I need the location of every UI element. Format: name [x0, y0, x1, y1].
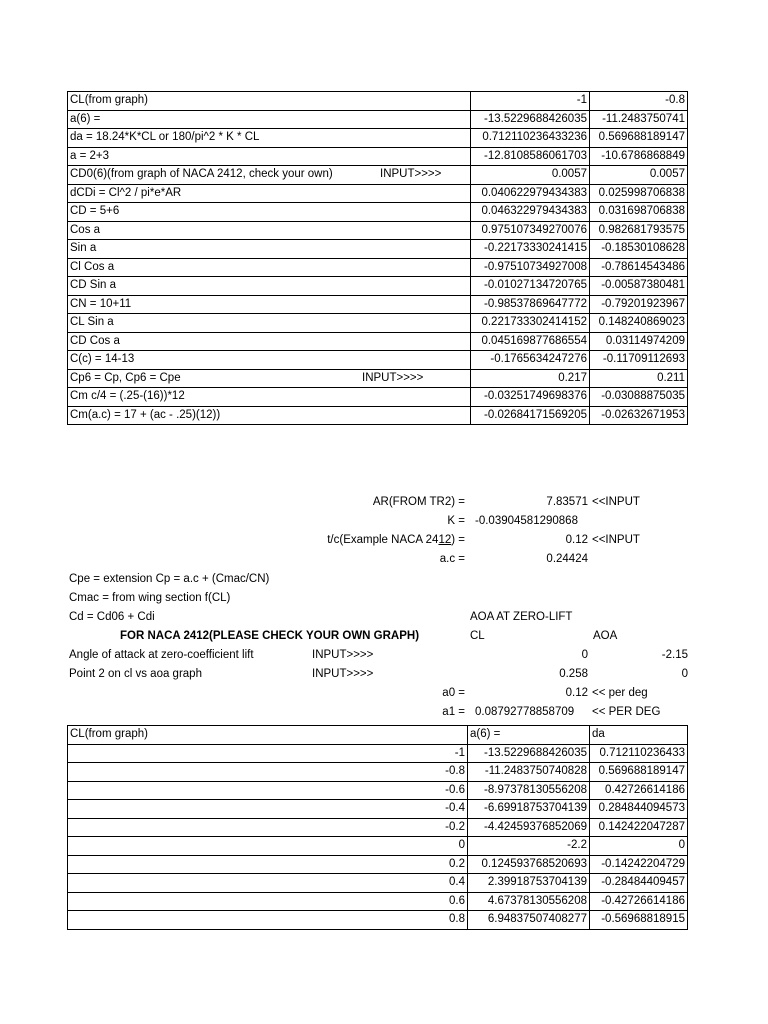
- table-row: [68, 781, 688, 800]
- table-row: [68, 892, 688, 911]
- aoa-zero-lift-heading: AOA AT ZERO-LIFT: [470, 611, 573, 623]
- table-row: [68, 874, 688, 893]
- row-label: Cl Cos a: [70, 260, 115, 273]
- value-cell[interactable]: -0.28484409457: [590, 874, 688, 893]
- value-cell[interactable]: 0.124593768520693: [468, 855, 590, 874]
- row-label-cell[interactable]: [68, 332, 471, 351]
- row-label: a = 2+3: [70, 149, 110, 162]
- a0-note: << per deg: [592, 687, 648, 699]
- value-cell[interactable]: -0.02632671953: [590, 406, 688, 425]
- cd-note: Cd = Cd06 + Cdi: [69, 611, 155, 623]
- value-cell[interactable]: 0.569688189147: [590, 763, 688, 782]
- input-marker: INPUT>>>>: [362, 371, 424, 384]
- row-label-cell[interactable]: [68, 203, 471, 222]
- value-cell[interactable]: -0.6: [68, 781, 468, 800]
- value-cell[interactable]: -11.2483750740828: [468, 763, 590, 782]
- value-cell[interactable]: -0.8: [590, 92, 688, 111]
- row-label-cell[interactable]: [68, 166, 471, 185]
- input-marker: INPUT>>>>: [380, 168, 442, 180]
- row-label: CD Sin a: [70, 279, 117, 292]
- row-label-cell[interactable]: [68, 314, 471, 333]
- a0-label: a0 =: [442, 687, 465, 699]
- value-cell[interactable]: 0: [68, 837, 468, 856]
- row-label: CL(from graph): [70, 94, 148, 107]
- row-label-cell[interactable]: [68, 240, 471, 259]
- table-row: [68, 911, 688, 930]
- value-cell[interactable]: -0.4: [68, 800, 468, 819]
- table-row: [68, 388, 688, 407]
- row-label: CD Cos a: [70, 334, 120, 347]
- column-header[interactable]: da: [590, 726, 688, 745]
- table-row: [68, 184, 688, 203]
- cl-sweep-table: [67, 725, 688, 930]
- value-cell[interactable]: 0.142422047287: [590, 818, 688, 837]
- row-label: CN = 10+11: [70, 297, 132, 310]
- value-cell[interactable]: 0.211: [590, 369, 688, 388]
- row-label-cell[interactable]: [68, 129, 471, 148]
- row-label-cell[interactable]: [68, 388, 471, 407]
- value-cell[interactable]: 0.040622979434383: [471, 184, 590, 203]
- value-cell[interactable]: -0.8: [68, 763, 468, 782]
- value-cell[interactable]: -10.6786868849: [590, 147, 688, 166]
- row-label-cell[interactable]: [68, 351, 471, 370]
- a1-label: a1 =: [442, 706, 465, 718]
- angle-aoa-value[interactable]: -2.15: [661, 649, 688, 661]
- row-label-cell[interactable]: [68, 92, 471, 111]
- value-cell[interactable]: 2.39918753704139: [468, 874, 590, 893]
- row-label-cell[interactable]: [68, 369, 471, 388]
- value-cell[interactable]: -0.03251749698376: [471, 388, 590, 407]
- table-row: [68, 240, 688, 259]
- tc-label-pre: t/c(Example NACA 24: [327, 534, 439, 546]
- point2-cl-value[interactable]: 0.258: [559, 668, 588, 680]
- value-cell[interactable]: 0.712110236433236: [471, 129, 590, 148]
- row-label-cell[interactable]: [68, 184, 471, 203]
- row-label: Cm(a.c) = 17 + (ac - .25)(12)): [70, 408, 221, 421]
- row-label: C(c) = 14-13: [70, 353, 135, 366]
- naca-heading: FOR NACA 2412(PLEASE CHECK YOUR OWN GRAPH): [120, 630, 420, 642]
- table-row: [68, 818, 688, 837]
- value-cell[interactable]: 0.217: [471, 369, 590, 388]
- value-cell[interactable]: 0.2: [68, 855, 468, 874]
- value-cell[interactable]: 0.03114974209: [590, 332, 688, 351]
- value-cell[interactable]: -0.02684171569205: [471, 406, 590, 425]
- row-label: dCDi = Cl^2 / pi*e*AR: [70, 186, 182, 199]
- point2-input-marker: INPUT>>>>: [312, 668, 374, 680]
- row-label: CD = 5+6: [70, 205, 120, 218]
- row-label: Cm c/4 = (.25-(16))*12: [70, 390, 185, 403]
- value-cell[interactable]: 4.67378130556208: [468, 892, 590, 911]
- table-row: [68, 110, 688, 129]
- a1-value: 0.08792778858709: [475, 706, 575, 718]
- row-label: da = 18.24*K*CL or 180/pi^2 * K * CL: [70, 131, 260, 144]
- value-cell[interactable]: 0.284844094573: [590, 800, 688, 819]
- value-cell[interactable]: 0.0057: [471, 166, 590, 185]
- value-cell[interactable]: 0.046322979434383: [471, 203, 590, 222]
- value-cell[interactable]: -0.00587380481: [590, 277, 688, 296]
- value-cell[interactable]: -0.56968818915: [590, 911, 688, 930]
- value-cell[interactable]: 0.221733302414152: [471, 314, 590, 333]
- value-cell[interactable]: -2.2: [468, 837, 590, 856]
- angle-cl-value[interactable]: 0: [581, 649, 588, 661]
- value-cell[interactable]: -0.42726614186: [590, 892, 688, 911]
- cmac-note: Cmac = from wing section f(CL): [69, 592, 231, 604]
- main-calc-table: [67, 91, 688, 425]
- value-cell[interactable]: -0.2: [68, 818, 468, 837]
- table-row: [68, 221, 688, 240]
- value-cell[interactable]: 0.045169877686554: [471, 332, 590, 351]
- k-value: -0.03904581290868: [475, 515, 578, 527]
- table-row: [68, 763, 688, 782]
- value-cell[interactable]: -13.5229688426035: [468, 744, 590, 763]
- ar-input-note: <<INPUT: [592, 496, 640, 508]
- row-label-cell[interactable]: [68, 221, 471, 240]
- row-label: a(6) =: [70, 112, 101, 125]
- table-row: [68, 837, 688, 856]
- value-cell[interactable]: -1: [68, 744, 468, 763]
- table-row: [68, 295, 688, 314]
- table-row: [68, 406, 688, 425]
- table-row: [68, 744, 688, 763]
- table-row: [68, 129, 688, 148]
- value-cell[interactable]: -0.01027134720765: [471, 277, 590, 296]
- k-label: K =: [447, 515, 465, 527]
- header-row: [68, 726, 688, 745]
- row-label: Cos a: [70, 223, 101, 236]
- value-cell[interactable]: -8.97378130556208: [468, 781, 590, 800]
- table-row: [68, 92, 688, 111]
- value-cell[interactable]: -0.78614543486: [590, 258, 688, 277]
- table-row: [68, 314, 688, 333]
- value-cell[interactable]: -11.2483750741: [590, 110, 688, 129]
- value-cell[interactable]: -0.79201923967: [590, 295, 688, 314]
- value-cell[interactable]: -12.8108586061703: [471, 147, 590, 166]
- row-label-cell[interactable]: [68, 258, 471, 277]
- row-label: CD0(6)(from graph of NACA 2412, check your own): [70, 168, 333, 181]
- value-cell[interactable]: 0.975107349270076: [471, 221, 590, 240]
- tc-label-post: ) =: [451, 534, 465, 546]
- value-cell[interactable]: -0.1765634247276: [471, 351, 590, 370]
- tc-label-underlined: 12: [438, 534, 452, 546]
- angle-input-marker: INPUT>>>>: [312, 649, 374, 661]
- row-label-cell[interactable]: [68, 147, 471, 166]
- value-cell[interactable]: 0.569688189147: [590, 129, 688, 148]
- table-row: [68, 855, 688, 874]
- ar-label: AR(FROM TR2) =: [372, 496, 465, 508]
- tc-input-note: <<INPUT: [592, 534, 640, 546]
- ar-value[interactable]: 7.83571: [546, 496, 588, 508]
- ac-value: 0.24424: [546, 553, 588, 565]
- column-header[interactable]: a(6) =: [468, 726, 590, 745]
- value-cell[interactable]: -0.22173330241415: [471, 240, 590, 259]
- row-label-cell[interactable]: [68, 295, 471, 314]
- column-header[interactable]: CL(from graph): [68, 726, 468, 745]
- value-cell[interactable]: 0.031698706838: [590, 203, 688, 222]
- tc-value[interactable]: 0.12: [565, 534, 588, 546]
- row-label: CL Sin a: [70, 316, 114, 329]
- value-cell[interactable]: 0.0057: [590, 166, 688, 185]
- table-row: [68, 258, 688, 277]
- row-label: Cp6 = Cp, Cp6 = Cpe: [70, 371, 181, 384]
- aoa-col-header: AOA: [593, 630, 618, 642]
- ac-label: a.c =: [439, 553, 465, 565]
- table-row: [68, 277, 688, 296]
- value-cell[interactable]: -0.14242204729: [590, 855, 688, 874]
- table-row: [68, 332, 688, 351]
- value-cell[interactable]: 0.982681793575: [590, 221, 688, 240]
- table-row: [68, 369, 688, 388]
- value-cell[interactable]: -4.42459376852069: [468, 818, 590, 837]
- table-row: [68, 351, 688, 370]
- point2-aoa-value[interactable]: 0: [681, 668, 688, 680]
- value-cell[interactable]: -0.98537869647772: [471, 295, 590, 314]
- row-label-cell[interactable]: [68, 406, 471, 425]
- angle-label: Angle of attack at zero-coefficient lift: [69, 649, 254, 661]
- tc-label: [270, 533, 465, 547]
- value-cell[interactable]: -6.69918753704139: [468, 800, 590, 819]
- value-cell[interactable]: -0.18530108628: [590, 240, 688, 259]
- cl-col-header: CL: [470, 630, 485, 642]
- value-cell[interactable]: -0.11709112693: [590, 351, 688, 370]
- row-label: Sin a: [70, 242, 97, 255]
- value-cell[interactable]: 0.8: [68, 911, 468, 930]
- value-cell[interactable]: 0.712110236433: [590, 744, 688, 763]
- row-label-cell[interactable]: [68, 277, 471, 296]
- cpe-note: Cpe = extension Cp = a.c + (Cmac/CN): [69, 573, 270, 585]
- value-cell[interactable]: -0.97510734927008: [471, 258, 590, 277]
- value-cell[interactable]: 0.025998706838: [590, 184, 688, 203]
- value-cell[interactable]: 6.94837507408277: [468, 911, 590, 930]
- a0-value: 0.12: [565, 687, 588, 699]
- table-row: [68, 147, 688, 166]
- table-row: [68, 800, 688, 819]
- value-cell[interactable]: -0.03088875035: [590, 388, 688, 407]
- value-cell[interactable]: 0.6: [68, 892, 468, 911]
- value-cell[interactable]: 0.4: [68, 874, 468, 893]
- a1-note: << PER DEG: [592, 706, 661, 718]
- value-cell[interactable]: 0.148240869023: [590, 314, 688, 333]
- row-label-cell[interactable]: [68, 110, 471, 129]
- value-cell[interactable]: 0: [590, 837, 688, 856]
- table-row: [68, 166, 688, 185]
- value-cell[interactable]: -13.5229688426035: [471, 110, 590, 129]
- table-row: [68, 203, 688, 222]
- value-cell[interactable]: -1: [471, 92, 590, 111]
- point2-label: Point 2 on cl vs aoa graph: [69, 668, 202, 680]
- value-cell[interactable]: 0.42726614186: [590, 781, 688, 800]
